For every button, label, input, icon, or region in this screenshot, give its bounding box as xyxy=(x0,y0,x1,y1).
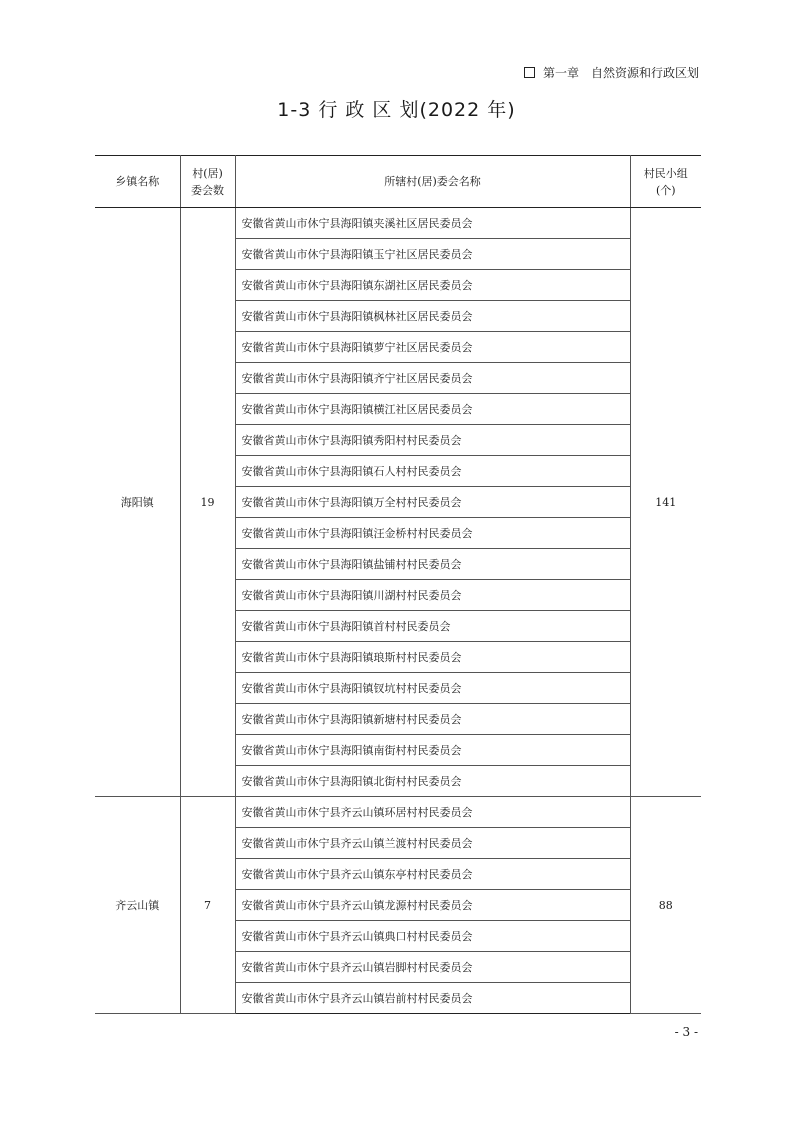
committee-name-cell: 安徽省黄山市休宁县海阳镇万全村村民委员会 xyxy=(235,487,630,518)
committee-name-cell: 安徽省黄山市休宁县海阳镇盐铺村村民委员会 xyxy=(235,549,630,580)
chapter-title: 自然资源和行政区划 xyxy=(590,66,699,80)
table-header-row xyxy=(95,156,701,208)
committee-name-cell: 安徽省黄山市休宁县齐云山镇东亭村村民委员会 xyxy=(235,859,630,890)
square-icon xyxy=(524,67,535,78)
committee-name-cell: 安徽省黄山市休宁县海阳镇秀阳村村民委员会 xyxy=(235,425,630,456)
col-header-groups xyxy=(630,156,701,208)
chapter-number: 第一章 xyxy=(542,66,579,80)
page-title: 1-3 行 政 区 划(2022 年) xyxy=(277,99,516,121)
town-name-cell: 海阳镇 xyxy=(95,208,180,797)
committee-name-cell: 安徽省黄山市休宁县海阳镇东湖社区居民委员会 xyxy=(235,270,630,301)
col-header-names: 所辖村(居)委会名称 xyxy=(235,156,630,208)
admin-division-table xyxy=(95,155,701,1014)
committee-name-cell: 安徽省黄山市休宁县海阳镇新塘村村民委员会 xyxy=(235,704,630,735)
committee-name-cell: 安徽省黄山市休宁县海阳镇夹溪社区居民委员会 xyxy=(235,208,630,239)
col-header-count-line1: 村(居) xyxy=(192,166,223,180)
col-header-count-line2: 委会数 xyxy=(191,183,224,197)
committee-name-cell: 安徽省黄山市休宁县海阳镇南街村村民委员会 xyxy=(235,735,630,766)
committee-name-cell: 安徽省黄山市休宁县海阳镇钗坑村村民委员会 xyxy=(235,673,630,704)
committee-name-cell: 安徽省黄山市休宁县齐云山镇环居村村民委员会 xyxy=(235,797,630,828)
table-row xyxy=(95,208,701,239)
committee-name-cell: 安徽省黄山市休宁县齐云山镇岩前村村民委员会 xyxy=(235,983,630,1014)
committee-name-cell: 安徽省黄山市休宁县齐云山镇岩脚村村民委员会 xyxy=(235,952,630,983)
committee-name-cell: 安徽省黄山市休宁县海阳镇横江社区居民委员会 xyxy=(235,394,630,425)
committee-name-cell: 安徽省黄山市休宁县海阳镇琅斯村村民委员会 xyxy=(235,642,630,673)
page-number: - 3 - xyxy=(674,1025,698,1039)
committee-name-cell: 安徽省黄山市休宁县齐云山镇典口村村民委员会 xyxy=(235,921,630,952)
committee-name-cell: 安徽省黄山市休宁县海阳镇石人村村民委员会 xyxy=(235,456,630,487)
committee-name-cell: 安徽省黄山市休宁县海阳镇汪金桥村村民委员会 xyxy=(235,518,630,549)
chapter-header xyxy=(524,64,699,81)
committee-name-cell: 安徽省黄山市休宁县海阳镇枫林社区居民委员会 xyxy=(235,301,630,332)
committee-name-cell: 安徽省黄山市休宁县海阳镇北街村村民委员会 xyxy=(235,766,630,797)
committee-name-cell: 安徽省黄山市休宁县海阳镇齐宁社区居民委员会 xyxy=(235,363,630,394)
committee-name-cell: 安徽省黄山市休宁县海阳镇玉宁社区居民委员会 xyxy=(235,239,630,270)
villager-groups-cell: 88 xyxy=(630,797,701,1014)
committee-name-cell: 安徽省黄山市休宁县齐云山镇龙源村村民委员会 xyxy=(235,890,630,921)
col-header-groups-line1: 村民小组 xyxy=(643,166,688,180)
committee-name-cell: 安徽省黄山市休宁县齐云山镇兰渡村村民委员会 xyxy=(235,828,630,859)
committee-name-cell: 安徽省黄山市休宁县海阳镇萝宁社区居民委员会 xyxy=(235,332,630,363)
col-header-groups-line2: (个) xyxy=(655,183,676,197)
committee-name-cell: 安徽省黄山市休宁县海阳镇川湖村村民委员会 xyxy=(235,580,630,611)
committee-count-cell: 7 xyxy=(180,797,235,1014)
col-header-count xyxy=(180,156,235,208)
town-name-cell: 齐云山镇 xyxy=(95,797,180,1014)
villager-groups-cell: 141 xyxy=(630,208,701,797)
committee-count-cell: 19 xyxy=(180,208,235,797)
col-header-town: 乡镇名称 xyxy=(95,156,180,208)
table-row xyxy=(95,797,701,828)
committee-name-cell: 安徽省黄山市休宁县海阳镇首村村民委员会 xyxy=(235,611,630,642)
table-body xyxy=(95,208,701,1014)
